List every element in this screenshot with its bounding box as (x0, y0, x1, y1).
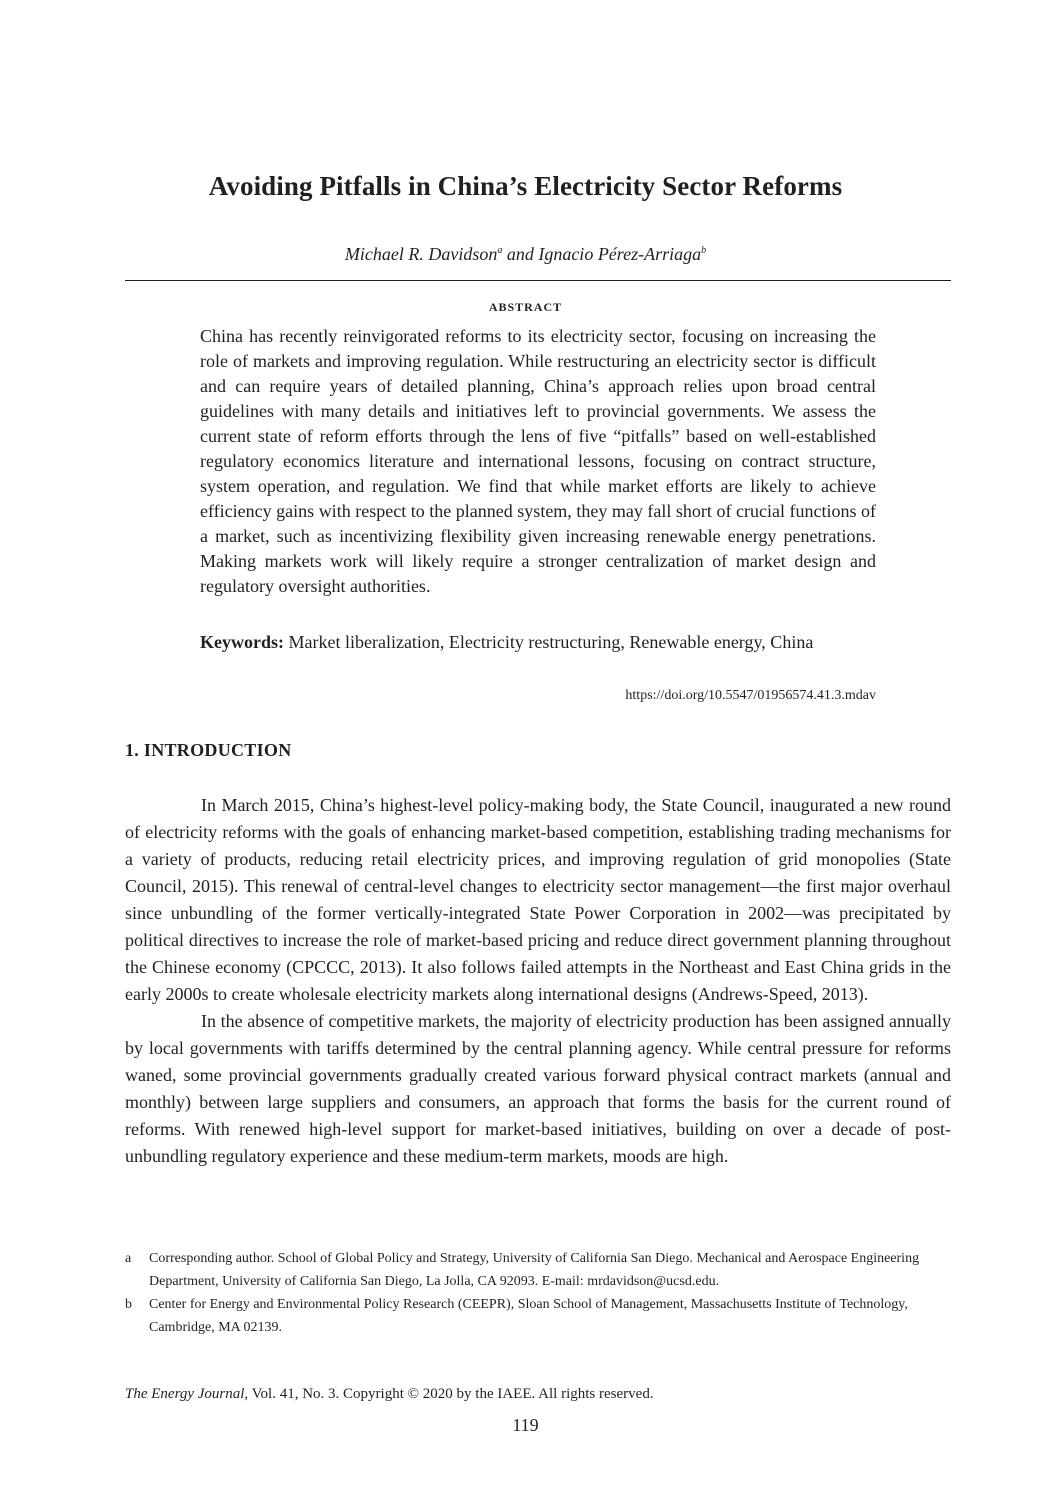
journal-citation (125, 1386, 654, 1403)
section-heading-introduction: 1. INTRODUCTION (125, 740, 292, 760)
footnote-text: Corresponding author. School of Global Policy and Strategy, University of California San Diego. Mechanical and Aerospace Engineering Department, University of California San Diego, La Jolla, CA 92093. E-mail: mrdavidson@ucsd.edu. (149, 1251, 920, 1289)
title-divider (125, 280, 951, 281)
abstract-text: China has recently reinvigorated reforms to its electricity sector, focusing on increasing the role of markets and improving regulation. While restructuring an electricity sector is difficult and can require years of detailed planning, China’s approach relies upon broad central guidelines with many details and initiatives left to provincial governments. We assess the current state of reform efforts through the lens of five “pitfalls” based on well-established regulatory economics literature and international lessons, focusing on contract structure, system operation, and regulation. We find that while market efforts are likely to achieve efficiency gains with respect to the planned system, they may fall short of crucial functions of a market, such as incentivizing flexibility given increasing renewable energy penetrations. Making markets work will likely require a stronger centralization of market design and regulatory oversight authorities. (200, 326, 876, 596)
keywords-list: Market liberalization, Electricity restructuring, Renewable energy, China (284, 632, 814, 652)
doi-link[interactable]: https://doi.org/10.5547/01956574.41.3.mdav (625, 688, 876, 703)
abstract-heading: ABSTRACT (488, 300, 563, 314)
introduction-body (125, 792, 951, 1170)
body-paragraph: In the absence of competitive markets, the majority of electricity production has been assigned annually by local governments with tariffs determined by the central planning agency. While central pressure for reforms waned, some provincial governments gradually created various forward physical contract markets (annual and monthly) between large suppliers and consumers, an approach that forms the basis for the current round of reforms. With renewed high-level support for market-based initiatives, building on over a decade of post-unbundling regulatory experience and these medium-term markets, moods are high. (125, 1011, 951, 1166)
keywords (200, 630, 876, 655)
author-line (0, 244, 1051, 265)
page-number: 119 (512, 1415, 539, 1435)
author-1-affiliation-mark: a (497, 245, 503, 256)
body-paragraph: In March 2015, China’s highest-level policy-making body, the State Council, inaugurated a new round of electricity reforms with the goals of enhancing market-based competition, establishing trading mechanisms for a variety of products, reducing retail electricity prices, and improving regulation of grid monopolies (State Council, 2015). This renewal of central-level changes to electricity sector management—the first major overhaul since unbundling of the former vertically-integrated State Power Corporation in 2002—was precipitated by political directives to increase the role of market-based pricing and reduce direct government planning throughout the Chinese economy (CPCCC, 2013). It also follows failed attempts in the Northeast and East China grids in the early 2000s to create wholesale electricity markets along international designs (Andrews-Speed, 2013). (125, 795, 951, 1004)
footnote-marker: a (125, 1251, 132, 1266)
author-1-name: Michael R. Davidson (344, 244, 498, 264)
author-2-name: Ignacio Pérez-Arriaga (538, 244, 702, 264)
footnotes (125, 1247, 951, 1339)
footnote-b (125, 1293, 951, 1339)
footnote-text: Center for Energy and Environmental Policy Research (CEEPR), Sloan School of Management, Massachusetts Institute of Technology, Cambridge, MA 02139. (149, 1297, 908, 1335)
footnote-marker: b (125, 1297, 132, 1312)
author-conjunction: and (502, 244, 539, 264)
paper-title: Avoiding Pitfalls in China’s Electricity Sector Reforms (208, 171, 843, 201)
keywords-label: Keywords: (200, 632, 284, 652)
author-2-affiliation-mark: b (701, 245, 707, 256)
footnote-a (125, 1247, 951, 1293)
journal-volume-copyright: , Vol. 41, No. 3. Copyright © 2020 by the IAEE. All rights reserved. (244, 1386, 654, 1402)
journal-name: The Energy Journal (125, 1386, 245, 1402)
